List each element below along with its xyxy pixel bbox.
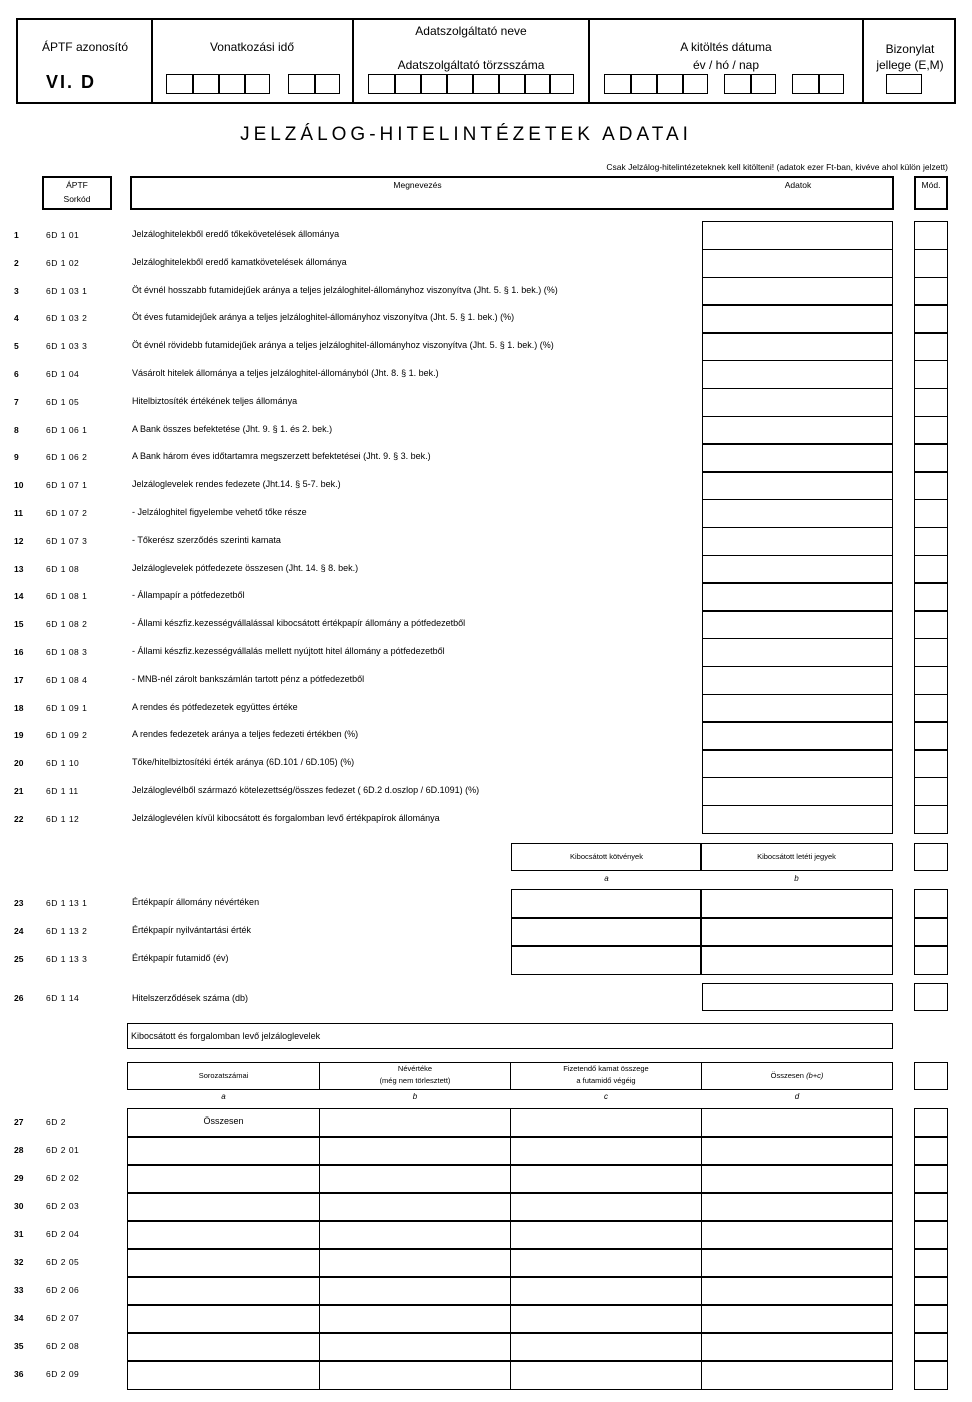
mortgage-section-title: Kibocsátott és forgalomban levő jelzáloglevelek: [131, 1031, 321, 1041]
mortgage-cell[interactable]: [319, 1220, 511, 1250]
mortgage-cell[interactable]: [319, 1192, 511, 1222]
mortgage-cell[interactable]: [510, 1304, 702, 1334]
row-mod-input[interactable]: [914, 889, 948, 919]
form-page: ÁPTF azonosító VI. D Vonatkozási idő Adatszolgáltató neve Adatszolgáltató törzsszáma A kitöltés dátuma év / hó / nap Bizonylat jellege (E,M) JELZÁLOG-HITELINTÉZETEK ADATAI Csak Jelzálog-hitelintézeteknek kell kitölteni! (adatok ezer Ft-ban, kivéve ahol külön jelzett) ÁPTF Sorkód Megnevezés Adatok Mód. 1 6D 1 01 Jelzáloghitelekből eredő tőkekövetelések állománya 2 6D 1 02 Jelzáloghitelekből eredő kamatkövetelések állománya 3 6D 1 03 1 Öt évnél hosszabb futamidejűek aránya a teljes jelzáloghitel-állományhoz viszonyítva (Jht. 5. § 1. bek.) (%) 4 6D 1 03 2 Öt éves futamidejűek aránya a teljes jelzáloghitel-állományhoz viszonyítva (Jht. 5. § 1. bek.) (%) 5 6D 1 03 3 Öt évnél rövidebb futamidejűek aránya a teljes jelzáloghitel-állományhoz viszonyítva (Jht. 5. § 1. bek.) (%) 6 6D 1 04 Vásárolt hitelek állománya a teljes jelzáloghitel-állományból (Jht. 8. § 1. bek.) 7 6D 1 05 Hitelbiztosíték értékének teljes állománya 8 6D 1 06 1 A Bank összes befektetése (Jht. 9. § 1. és 2. bek.) 9 6D 1 06 2 A Bank három éves időtartamra megszerzett befektetései (Jht. 9. § 3. bek.) 10 6D 1 07 1 Jelzáloglevelek rendes fedezete (Jht.14. § 5-7. bek.) 11 6D 1 07 2 - Jelzáloghitel figyelembe vehető tőke része 12 6D 1 07 3 - Tőkerész szerződés szerinti kamata 13 6D 1 08 Jelzáloglevelek pótfedezete összesen (Jht. 14. § 8. bek.) 14 6D 1 08 1 - Állampapír a pótfedezetből 15 6D 1 08 2 - Állami készfiz.kezességvállalással kibocsátott értékpapír állomány a pótfedezetből 16 6D 1 08 3 - Állami készfiz.kezességvállalás mellett nyújtott hitel állomány a pótfedezetből 17 6D 1 08 4 - MNB-nél zárolt bankszámlán tartott pénz a pótfedezetből 18 6D 1 09 1 A rendes és pótfedezetek együttes értéke 19 6D 1 09 2 A rendes fedezetek aránya a teljes fedezeti értékben (%) 20 6D 1 10 Tőke/hitelbiztosítéki érték aránya (6D.101 / 6D.105) (%) 21 6D 1 11 Jelzáloglevélből származó kötelezettség/összes fedezet ( 6D.2 d.oszlop / 6D.1091) (%) 22 6D 1 12 Jelzáloglevélen kívül kibocsátott és forgalomban levő értékpapírok állománya Kibocsátott kötvények Kibocsátott letéti jegyek a b 23 6D 1 13 1 Értékpapír állomány névértéken 24 6D 1 13 2 Értékpapír nyilvántartási érték 25 6D 1 13 3 Értékpapír futamidő (év) 26 6D 1 14 Hitelszerződések száma (db) Kibocsátott és forgalomban levő jelzáloglevelek Sorozatszámai Névértéke (még nem törlesztett) Fizetendő kamat összege a futamidő végéig Összesen (b+c) a b c d 27 6D 2 Összesen 28 6D 2 01 29 6D 2 02 30 6D 2 03 31 6D 2 04 32 6D 2 05 33 6D 2 06 34 6D 2 07 35 6D 2 08 36 6D 2 09: [0, 0, 972, 1402]
row-label: A rendes fedezetek aránya a teljes fedezeti értékben (%): [132, 729, 359, 740]
aptf-value: VI. D: [46, 72, 97, 92]
mortgage-cell[interactable]: [127, 1276, 320, 1306]
bonds-col-label: Kibocsátott kötvények: [570, 852, 643, 861]
mortgage-cell[interactable]: [319, 1164, 511, 1194]
row-mod-input[interactable]: [914, 1276, 948, 1306]
row-value-input[interactable]: [702, 304, 893, 333]
doc-type-label: Bizonylat: [885, 42, 935, 56]
mortgage-cell[interactable]: [510, 1220, 702, 1250]
mortgage-cell[interactable]: [319, 1276, 511, 1306]
bonds-input[interactable]: [511, 945, 702, 975]
mortgage-cell[interactable]: [127, 1192, 320, 1222]
row-label: Öt évnél hosszabb futamidejűek aránya a teljes jelzáloghitel-állományhoz viszonyítva (Jht. 5. § 1. bek.) (%): [132, 284, 558, 295]
mortgage-cell[interactable]: [701, 1304, 893, 1334]
adatok-col-label: Adatok: [784, 180, 812, 190]
row-value-input[interactable]: [702, 221, 893, 250]
doc-type-sub: jellege (E,M): [876, 58, 944, 72]
row-value-input[interactable]: [702, 416, 893, 445]
row-label: A Bank három éves időtartamra megszerzett befektetései (Jht. 9. § 3. bek.): [132, 451, 431, 462]
row-mod-input[interactable]: [914, 332, 948, 361]
row-mod-input[interactable]: [914, 749, 948, 778]
mortgage-cell[interactable]: [319, 1360, 511, 1390]
bonds-input[interactable]: [511, 889, 702, 919]
vonatkozasi-label: Vonatkozási idő: [209, 40, 295, 54]
total-row-label: Összesen: [203, 1116, 244, 1126]
row-label: Vásárolt hitelek állománya a teljes jelzáloghitel-állományból (Jht. 8. § 1. bek.): [132, 368, 439, 378]
row-value-input[interactable]: [702, 694, 893, 723]
row-label: A rendes és pótfedezetek együttes értéke: [132, 701, 298, 712]
row-mod-input[interactable]: [914, 360, 948, 389]
mortgage-cell[interactable]: [127, 1164, 320, 1194]
mortgage-cell[interactable]: [319, 1304, 511, 1334]
mortgage-cell[interactable]: [510, 1192, 702, 1222]
row-mod-input[interactable]: [914, 1192, 948, 1222]
deposit-input[interactable]: [700, 917, 893, 947]
row-value-input[interactable]: [702, 249, 893, 278]
row-mod-input[interactable]: [914, 1360, 948, 1390]
row-mod-input[interactable]: [914, 555, 948, 584]
nominal-col-label: Névértéke: [397, 1064, 433, 1073]
row-label: Jelzáloghitelekből eredő kamatkövetelések állománya: [132, 256, 347, 267]
row-label: Értékpapír futamidő (év): [132, 953, 229, 963]
row-value-input[interactable]: [702, 555, 893, 584]
row-label: Tőke/hitelbiztosítéki érték aránya (6D.101 / 6D.105) (%): [132, 757, 355, 768]
mortgage-cell[interactable]: [319, 1108, 511, 1138]
aptf-label: ÁPTF azonosító: [41, 40, 129, 54]
row-label: Jelzáloglevelek pótfedezete összesen (Jht. 14. § 8. bek.): [132, 562, 359, 573]
mortgage-cell[interactable]: [701, 1360, 893, 1390]
row-value-input[interactable]: [702, 666, 893, 695]
mortgage-cell[interactable]: [127, 1360, 320, 1390]
page-title: JELZÁLOG-HITELINTÉZETEK ADATAI: [240, 124, 692, 145]
row-value-input[interactable]: [702, 610, 893, 639]
mortgage-cell[interactable]: [510, 1136, 702, 1166]
row-mod-input[interactable]: [914, 1136, 948, 1166]
row-mod-input[interactable]: [914, 249, 948, 278]
row-value-input[interactable]: [702, 749, 893, 778]
row-label: Öt éves futamidejűek aránya a teljes jelzáloghitel-állományhoz viszonyítva (Jht. 5. § 1. bek.) (%): [132, 312, 515, 323]
row-label: Jelzáloglevelek rendes fedezete (Jht.14. § 5-7. bek.): [132, 479, 341, 490]
row-value-input[interactable]: [702, 777, 893, 806]
mortgage-cell[interactable]: [319, 1136, 511, 1166]
deposit-col-label: Kibocsátott letéti jegyek: [757, 852, 836, 861]
mortgage-cell[interactable]: [127, 1136, 320, 1166]
row-mod-input[interactable]: [914, 527, 948, 556]
row-mod-input[interactable]: [914, 416, 948, 445]
mortgage-cell[interactable]: [319, 1332, 511, 1362]
row-mod-input[interactable]: [914, 277, 948, 306]
row-mod-input[interactable]: [914, 721, 948, 750]
row-label: - Tőkerész szerződés szerinti kamata: [132, 534, 281, 545]
mortgage-cell[interactable]: [701, 1164, 893, 1194]
provider-name-label: Adatszolgáltató neve: [415, 24, 527, 38]
row-mod-input[interactable]: [914, 304, 948, 333]
row-mod-input[interactable]: [914, 1304, 948, 1334]
mortgage-cell[interactable]: [510, 1332, 702, 1362]
fill-date-sub: év / hó / nap: [692, 58, 760, 72]
mortgage-cell[interactable]: [510, 1248, 702, 1278]
mortgage-cell[interactable]: [127, 1248, 320, 1278]
aptf-col-label: ÁPTF: [66, 180, 88, 190]
row-mod-input[interactable]: [914, 221, 948, 250]
row-label: Értékpapír állomány névértéken: [132, 897, 260, 907]
bonds-input[interactable]: [511, 917, 702, 947]
row-value-input[interactable]: [702, 582, 893, 611]
mortgage-cell[interactable]: [127, 1220, 320, 1250]
row-mod-input[interactable]: [914, 610, 948, 639]
mod-col-label: Mód.: [921, 180, 941, 190]
mortgage-cell[interactable]: [701, 1220, 893, 1250]
row-mod-input[interactable]: [914, 471, 948, 500]
row-value-input[interactable]: [702, 332, 893, 361]
row-mod-input[interactable]: [914, 1332, 948, 1362]
row-label: - Állami készfiz.kezességvállalás mellett nyújtott hitel állomány a pótfedezetből: [132, 646, 445, 656]
mortgage-cell[interactable]: [701, 1276, 893, 1306]
row-label: Hitelbiztosíték értékének teljes állománya: [132, 395, 298, 406]
row-label: - Állami készfiz.kezességvállalással kibocsátott értékpapír állomány a pótfedezetből: [132, 618, 466, 629]
row-mod-input[interactable]: [914, 1220, 948, 1250]
mortgage-cell[interactable]: [127, 1304, 320, 1334]
row-value-input[interactable]: [702, 388, 893, 417]
row-value-input[interactable]: [702, 471, 893, 500]
deposit-input[interactable]: [700, 889, 893, 919]
row-value-input[interactable]: [702, 638, 893, 667]
row-mod-input[interactable]: [914, 638, 948, 667]
row-mod-input[interactable]: [914, 1164, 948, 1194]
row-mod-input[interactable]: [914, 917, 948, 947]
interest-col-label: Fizetendő kamat összege: [563, 1064, 649, 1073]
row-label: - Jelzáloghitel figyelembe vehető tőke része: [132, 507, 307, 517]
row-mod-input[interactable]: [914, 666, 948, 695]
mortgage-cell[interactable]: [701, 1108, 893, 1138]
row-label: Értékpapír nyilvántartási érték: [132, 925, 252, 935]
provider-reg-input[interactable]: [368, 74, 574, 94]
row-value-input[interactable]: [702, 527, 893, 556]
megnevezes-col-label: Megnevezés: [393, 180, 442, 190]
row-value-input[interactable]: [702, 360, 893, 389]
row-mod-input[interactable]: [914, 388, 948, 417]
contracts-count-input[interactable]: [702, 983, 893, 1011]
row-value-input[interactable]: [702, 805, 893, 834]
fill-date-label: A kitöltés dátuma: [680, 40, 772, 54]
row-label: Jelzáloghitelekből eredő tőkekövetelések állománya: [132, 229, 340, 239]
row-mod-input[interactable]: [914, 582, 948, 611]
row-mod-input[interactable]: [914, 499, 948, 528]
total-col-label: Összesen (b+c): [770, 1071, 824, 1080]
row-value-input[interactable]: [702, 721, 893, 750]
mortgage-cell[interactable]: [701, 1136, 893, 1166]
mortgage-cell[interactable]: [510, 1164, 702, 1194]
mortgage-cell[interactable]: [510, 1108, 702, 1138]
row-label: Öt évnél rövidebb futamidejűek aránya a teljes jelzáloghitel-állományhoz viszonyítva (Jht. 5. § 1. bek.) (%): [132, 340, 554, 351]
row-value-input[interactable]: [702, 499, 893, 528]
mortgage-cell[interactable]: [127, 1332, 320, 1362]
row-mod-input[interactable]: [914, 945, 948, 975]
row-label: Jelzáloglevélen kívül kibocsátott és forgalomban levő értékpapírok állománya: [132, 812, 440, 823]
row-mod-input[interactable]: [914, 694, 948, 723]
row-label: - MNB-nél zárolt bankszámlán tartott pénz a pótfedezetből: [132, 673, 365, 684]
sorkod-col-label: Sorkód: [63, 194, 91, 204]
row-value-input[interactable]: [702, 277, 893, 306]
series-col-label: Sorozatszámai: [198, 1071, 249, 1080]
row-mod-input[interactable]: [914, 777, 948, 806]
row-mod-input[interactable]: [914, 1248, 948, 1278]
row-label: Jelzáloglevélből származó kötelezettség/összes fedezet ( 6D.2 d.oszlop / 6D.1091) (%): [132, 785, 480, 795]
row-mod-input[interactable]: [914, 1108, 948, 1138]
mortgage-cell[interactable]: [701, 1332, 893, 1362]
note-text: Csak Jelzálog-hitelintézeteknek kell kitölteni! (adatok ezer Ft-ban, kivéve ahol külön jelzett): [606, 162, 948, 172]
mortgage-cell[interactable]: [701, 1248, 893, 1278]
deposit-input[interactable]: [700, 945, 893, 975]
provider-reg-label: Adatszolgáltató törzsszáma: [397, 58, 545, 72]
mortgage-cell[interactable]: [510, 1360, 702, 1390]
mortgage-cell[interactable]: [510, 1276, 702, 1306]
row-mod-input[interactable]: [914, 443, 948, 472]
doc-type-input[interactable]: [886, 74, 922, 94]
mortgage-cell[interactable]: [701, 1192, 893, 1222]
mortgage-cell[interactable]: [319, 1248, 511, 1278]
row-value-input[interactable]: [702, 443, 893, 472]
row-mod-input[interactable]: [914, 805, 948, 834]
row-label: - Állampapír a pótfedezetből: [132, 590, 245, 601]
row-label: A Bank összes befektetése (Jht. 9. § 1. és 2. bek.): [132, 423, 333, 434]
contracts-count-label: Hitelszerződések száma (db): [132, 993, 249, 1003]
